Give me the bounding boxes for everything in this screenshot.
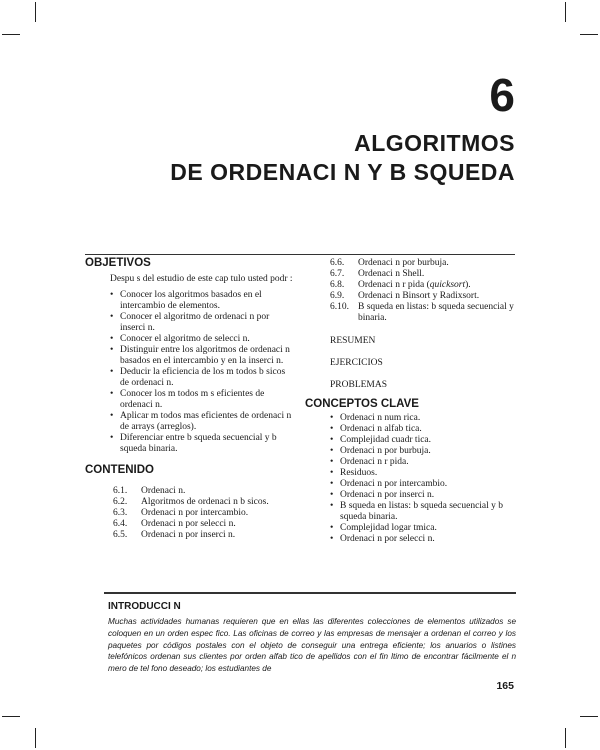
toc-title: Ordenaci n por burbuja. — [358, 258, 449, 268]
resumen-label: RESUMEN — [330, 336, 376, 346]
toc-row — [113, 519, 295, 530]
list-item: • Ordenaci n por intercambio. — [330, 479, 516, 490]
toc-title: Ordenaci n por selecci n. — [141, 519, 236, 529]
crop-mark — [580, 716, 598, 717]
toc-title: Ordenaci n Shell. — [358, 269, 425, 279]
toc-number: 6.3. — [113, 508, 128, 518]
crop-mark — [580, 34, 598, 35]
crop-mark — [2, 716, 20, 717]
toc-row — [113, 497, 295, 508]
list-item: • Residuos. — [330, 468, 516, 479]
list-item: • Conocer los m todos m s eficientes de ordenaci n. — [110, 389, 295, 411]
problemas-label: PROBLEMAS — [330, 380, 388, 390]
list-item: • Conocer el algoritmo de selecci n. — [110, 334, 295, 345]
crop-mark — [35, 2, 36, 22]
list-item: • Deducir la eficiencia de los m todos b sicos de ordenaci n. — [110, 367, 295, 389]
contenido-list — [113, 486, 295, 541]
toc-title: Ordenaci n. — [141, 486, 186, 496]
toc-title — [358, 280, 516, 291]
toc-title: Algoritmos de ordenaci n b sicos. — [141, 497, 269, 507]
page-number: 165 — [496, 680, 514, 692]
list-item: • Distinguir entre los algoritmos de ordenaci n basados en el intercambio y en la inserci n. — [110, 345, 295, 367]
top-divider — [85, 254, 515, 255]
toc-title: Ordenaci n Binsort y Radixsort. — [358, 291, 480, 301]
toc-row — [113, 530, 295, 541]
toc-row — [330, 269, 516, 280]
right-column — [305, 258, 516, 545]
toc-title: Ordenaci n por inserci n. — [141, 530, 236, 540]
toc-row — [113, 508, 295, 519]
objetivos-intro: Despu s del estudio de este cap tulo usted podr : — [110, 274, 293, 284]
list-item: • Conocer el algoritmo de ordenaci n por inserci n. — [110, 312, 295, 334]
conceptos-list — [330, 413, 516, 545]
crop-mark — [2, 34, 20, 35]
contenido-heading: CONTENIDO — [85, 464, 154, 476]
toc-title-part: ). — [465, 280, 471, 290]
crop-mark — [35, 728, 36, 748]
list-item: • Complejidad logar tmica. — [330, 523, 516, 534]
list-item: • Complejidad cuadr tica. — [330, 435, 516, 446]
toc-number: 6.8. — [330, 280, 345, 290]
chapter-number: 6 — [489, 69, 515, 121]
list-item: • Conocer los algoritmos basados en el intercambio de elementos. — [110, 290, 295, 312]
toc-row — [330, 280, 516, 291]
list-item: • B squeda en listas: b squeda secuencial y b squeda binaria. — [330, 501, 516, 523]
toc-number: 6.9. — [330, 291, 345, 301]
toc-title: Ordenaci n por intercambio. — [141, 508, 249, 518]
objetivos-list — [110, 290, 295, 455]
objetivos-heading: OBJETIVOS — [85, 257, 151, 269]
toc-number: 6.4. — [113, 519, 128, 529]
crop-mark — [565, 2, 566, 22]
toc-number: 6.6. — [330, 258, 345, 268]
ejercicios-label: EJERCICIOS — [330, 358, 383, 368]
toc-title-part: Ordenaci n r pida ( — [358, 280, 430, 290]
intro-divider — [104, 592, 516, 594]
list-item: • Ordenaci n alfab tica. — [330, 424, 516, 435]
list-item: • Ordenaci n por selecci n. — [330, 534, 516, 545]
contenido-list-continued — [330, 258, 516, 324]
introduccion-text: Muchas actividades humanas requieren que en ellas las diferentes colecciones de elementos utilizados se coloquen en un orden espec fico. Las oficinas de correo y las empresas de mensajer a ordenan el correo y los paquetes por códigos postales con el objeto de conseguir una entrega eficiente; los anuarios o listines telefónicos ordenan sus clientes por orden alfab tico de apellidos con el fin ltimo de encontrar fácilmente el n mero de tel fono deseado; los estudiantes de — [108, 617, 516, 674]
list-item: • Diferenciar entre b squeda secuencial y b squeda binaria. — [110, 433, 295, 455]
toc-row — [330, 258, 516, 269]
toc-number: 6.7. — [330, 269, 345, 279]
toc-row — [113, 486, 295, 497]
chapter-title-line2: DE ORDENACI N Y B SQUEDA — [170, 159, 515, 185]
list-item: • Ordenaci n r pida. — [330, 457, 516, 468]
left-column — [85, 258, 295, 541]
list-item: • Aplicar m todos mas eficientes de ordenaci n de arrays (arreglos). — [110, 411, 295, 433]
introduccion-heading: INTRODUCCI N — [108, 601, 181, 612]
list-item: • Ordenaci n por burbuja. — [330, 446, 516, 457]
toc-row — [330, 291, 516, 302]
list-item: • Ordenaci n por inserci n. — [330, 490, 516, 501]
toc-title-italic: quicksort — [429, 280, 466, 290]
conceptos-heading: CONCEPTOS CLAVE — [305, 398, 419, 410]
toc-title: B squeda en listas: b squeda secuencial y binaria. — [358, 302, 514, 323]
toc-row — [330, 302, 516, 324]
chapter-title-line1: ALGORITMOS — [354, 130, 515, 156]
toc-number: 6.2. — [113, 497, 128, 507]
toc-number: 6.1. — [113, 486, 128, 496]
list-item: • Ordenaci n num rica. — [330, 413, 516, 424]
toc-number: 6.5. — [113, 530, 128, 540]
crop-mark — [565, 728, 566, 748]
toc-number: 6.10. — [330, 302, 349, 312]
